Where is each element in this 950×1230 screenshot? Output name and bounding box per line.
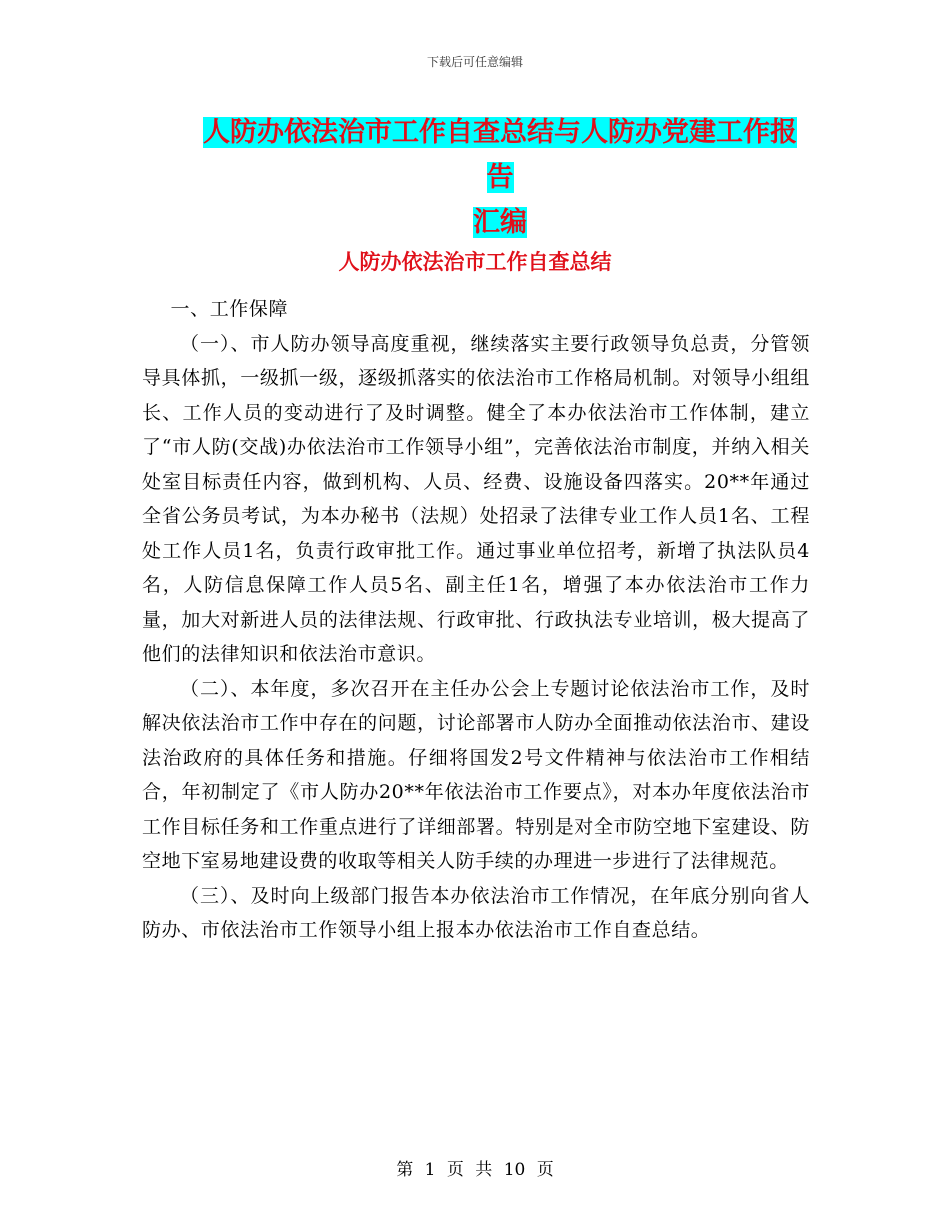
document-title-line2: 汇编 bbox=[473, 207, 527, 238]
section-heading: 一、工作保障 bbox=[170, 298, 289, 320]
page-footer: 第 1 页 共 10 页 bbox=[396, 1160, 554, 1180]
paragraph-3: （三）、及时向上级部门报告本办依法治市工作情况，在年底分别向省人防办、市依法治市工作领导小组上报本办依法治市工作自查总结。 bbox=[142, 884, 810, 941]
body-text bbox=[142, 292, 810, 948]
section-title: 人防办依法治市工作自查总结 bbox=[338, 250, 612, 274]
document-title-line1: 人防办依法治市工作自查总结与人防办党建工作报告 bbox=[203, 117, 797, 193]
paragraph-1: （一）、市人防办领导高度重视，继续落实主要行政领导负总责，分管领导具体抓，一级抓一级，逐级抓落实的依法治市工作格局机制。对领导小组组长、工作人员的变动进行了及时调整。健全了本办依法治市工作体制，建立了“市人防(交战)办依法治市工作领导小组”，完善依法治市制度，并纳入相关处室目标责任内容，做到机构、人员、经费、设施设备四落实。20**年通过全省公务员考试，为本办秘书（法规）处招录了法律专业工作人员1名、工程处工作人员1名，负责行政审批工作。通过事业单位招考，新增了执法队员4名，人防信息保障工作人员5名、副主任1名，增强了本办依法治市工作力量，加大对新进人员的法律法规、行政审批、行政执法专业培训，极大提高了他们的法律知识和依法治市意识。 bbox=[142, 332, 810, 665]
document-title bbox=[190, 110, 810, 245]
paragraph-2: （二）、本年度，多次召开在主任办公会上专题讨论依法治市工作，及时解决依法治市工作中存在的问题，讨论部署市人防办全面推动依法治市、建设法治政府的具体任务和措施。仔细将国发2号文件精神与依法治市工作相结合，年初制定了《市人防办20**年依法治市工作要点》，对本办年度依法治市工作目标任务和工作重点进行了详细部署。特别是对全市防空地下室建设、防空地下室易地建设费的收取等相关人防手续的办理进一步进行了法律规范。 bbox=[142, 677, 810, 872]
page-header-note: 下载后可任意编辑 bbox=[426, 55, 523, 69]
